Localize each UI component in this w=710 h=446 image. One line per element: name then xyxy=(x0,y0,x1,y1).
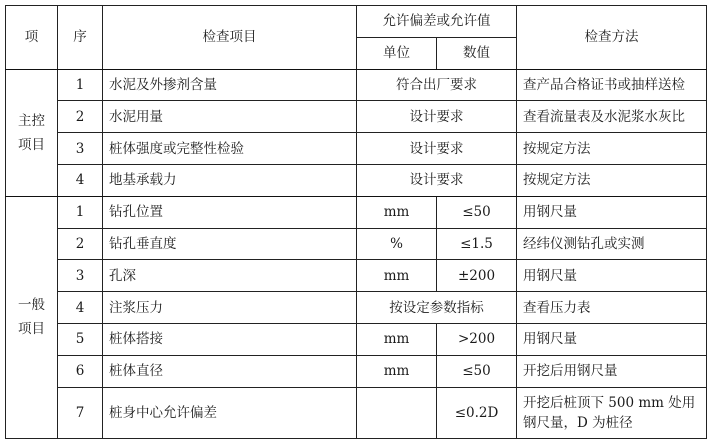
row-method: 查看流量表及水泥浆水灰比 xyxy=(517,101,707,133)
row-seq: 5 xyxy=(58,323,103,355)
row-method xyxy=(517,387,707,438)
group-label-line2: 项目 xyxy=(18,321,45,338)
header-seq: 序 xyxy=(58,6,103,70)
group-label-line1: 一般 xyxy=(18,297,45,314)
row-item: 水泥用量 xyxy=(103,101,357,133)
row-method: 用钢尺量 xyxy=(517,323,707,355)
table-row xyxy=(6,196,707,228)
row-seq: 3 xyxy=(58,133,103,165)
header-check-item: 检查项目 xyxy=(103,6,357,70)
row-item: 钻孔位置 xyxy=(103,196,357,228)
table-row xyxy=(6,387,707,438)
row-unit: % xyxy=(357,228,437,260)
row-method: 查产品合格证书或抽样送检 xyxy=(517,69,707,101)
table-row xyxy=(6,133,707,165)
table-row xyxy=(6,101,707,133)
row-unit: mm xyxy=(357,323,437,355)
row-value: ≤1.5 xyxy=(437,228,517,260)
row-method: 按规定方法 xyxy=(517,133,707,165)
table-row xyxy=(6,292,707,324)
row-allowance: 设计要求 xyxy=(357,133,517,165)
header-value: 数值 xyxy=(437,37,517,69)
header-item: 项 xyxy=(6,6,58,70)
table-row xyxy=(6,260,707,292)
row-value: >200 xyxy=(437,323,517,355)
row-allowance: 按设定参数指标 xyxy=(357,292,517,324)
row-item: 孔深 xyxy=(103,260,357,292)
row-value: ≤50 xyxy=(437,196,517,228)
header-unit: 单位 xyxy=(357,37,437,69)
table-row xyxy=(6,164,707,196)
row-value: ≤0.2D xyxy=(437,387,517,438)
group-label-general xyxy=(6,196,58,438)
row-seq: 4 xyxy=(58,164,103,196)
row-item: 地基承载力 xyxy=(103,164,357,196)
row-method-line2: 钢尺量，D 为桩径 xyxy=(523,414,633,431)
row-item: 桩体搭接 xyxy=(103,323,357,355)
header-allowance: 允许偏差或允许值 xyxy=(357,6,517,38)
inspection-table xyxy=(5,5,707,439)
row-item: 注浆压力 xyxy=(103,292,357,324)
row-method: 查看压力表 xyxy=(517,292,707,324)
row-method: 用钢尺量 xyxy=(517,260,707,292)
row-item: 桩体强度或完整性检验 xyxy=(103,133,357,165)
group-label-line1: 主控 xyxy=(18,112,45,129)
table-row xyxy=(6,228,707,260)
group-label-main xyxy=(6,69,58,196)
row-seq: 1 xyxy=(58,69,103,101)
row-item: 钻孔垂直度 xyxy=(103,228,357,260)
row-allowance: 设计要求 xyxy=(357,101,517,133)
row-item: 桩身中心允许偏差 xyxy=(103,387,357,438)
row-method: 按规定方法 xyxy=(517,164,707,196)
table-row xyxy=(6,355,707,387)
header-row-1 xyxy=(6,6,707,38)
row-allowance: 设计要求 xyxy=(357,164,517,196)
row-item: 水泥及外掺剂含量 xyxy=(103,69,357,101)
row-method: 用钢尺量 xyxy=(517,196,707,228)
row-method: 开挖后用钢尺量 xyxy=(517,355,707,387)
table-row xyxy=(6,69,707,101)
row-unit: mm xyxy=(357,355,437,387)
row-seq: 4 xyxy=(58,292,103,324)
row-allowance: 符合出厂要求 xyxy=(357,69,517,101)
row-unit: mm xyxy=(357,260,437,292)
row-item: 桩体直径 xyxy=(103,355,357,387)
row-seq: 3 xyxy=(58,260,103,292)
row-seq: 2 xyxy=(58,228,103,260)
row-method: 经纬仪测钻孔或实测 xyxy=(517,228,707,260)
row-seq: 7 xyxy=(58,387,103,438)
row-unit xyxy=(357,387,437,438)
row-method-line1: 开挖后桩顶下 500 mm 处用 xyxy=(523,394,696,411)
row-seq: 6 xyxy=(58,355,103,387)
row-unit: mm xyxy=(357,196,437,228)
row-seq: 1 xyxy=(58,196,103,228)
row-value: ≤50 xyxy=(437,355,517,387)
header-method: 检查方法 xyxy=(517,6,707,70)
group-label-line2: 项目 xyxy=(18,136,45,153)
row-seq: 2 xyxy=(58,101,103,133)
row-value: ±200 xyxy=(437,260,517,292)
table-row xyxy=(6,323,707,355)
